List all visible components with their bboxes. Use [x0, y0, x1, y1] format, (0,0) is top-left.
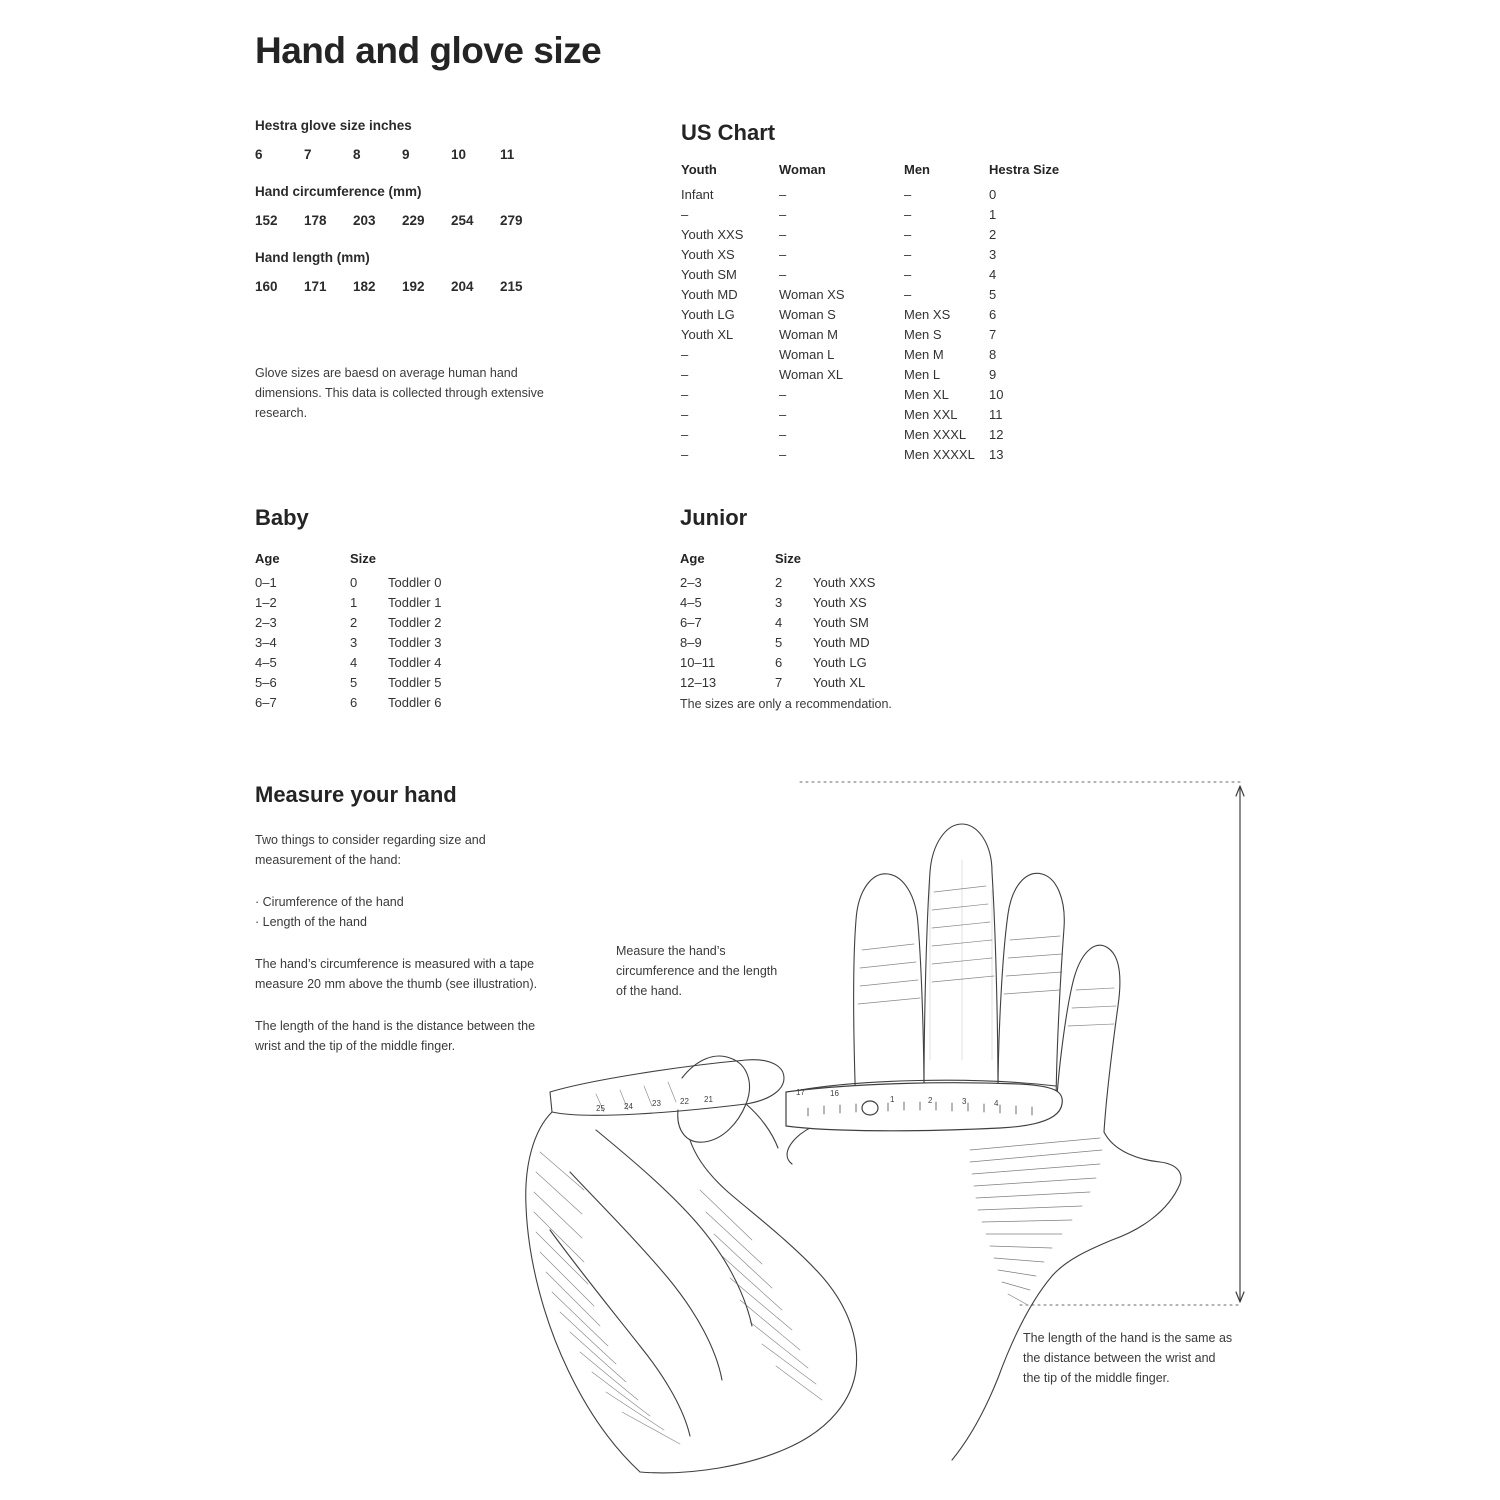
cell-youth: Infant: [681, 186, 714, 202]
baby-table: [255, 551, 508, 712]
cell-size: 5: [350, 674, 358, 690]
tape-number: 25: [596, 1104, 605, 1113]
baby-title: Baby: [255, 505, 309, 531]
table-row: [255, 612, 508, 632]
table-row: [255, 592, 508, 612]
cell-men: –: [904, 226, 912, 242]
cell-age: 5–6: [255, 674, 277, 690]
tape-number: 4: [994, 1099, 999, 1108]
cell-size: 2: [350, 614, 358, 630]
cell-size: 5: [775, 634, 783, 650]
cell-youth: –: [681, 386, 689, 402]
cell-men: Men XXXXL: [904, 446, 975, 462]
cell-size: 0: [350, 574, 358, 590]
tape-number: 1: [890, 1095, 895, 1104]
cell-size: 6: [350, 694, 358, 710]
cell-hestra-size: 5: [989, 286, 997, 302]
measure-circumference-text: The hand’s circumference is measured with a tape measure 20 mm above the thumb (see illustration).: [255, 957, 538, 991]
hand-circumference-value: 203: [353, 213, 376, 228]
column-header-size: Size: [775, 551, 802, 567]
table-row: [681, 224, 1079, 244]
column-header-age: Age: [680, 551, 705, 567]
tape-number: 23: [652, 1099, 661, 1108]
cell-men: –: [904, 266, 912, 282]
cell-age: 12–13: [680, 674, 717, 690]
cell-hestra-size: 9: [989, 366, 997, 382]
list-item: · Cirumference of the hand: [255, 895, 404, 909]
measure-title: Measure your hand: [255, 782, 457, 807]
cell-youth: –: [681, 366, 689, 382]
list-item: · Length of the hand: [255, 915, 367, 929]
cell-name: Youth SM: [813, 614, 869, 630]
hand-length-row: [255, 279, 655, 294]
table-row: [255, 572, 508, 592]
hand-length-value: 204: [451, 279, 474, 294]
table-row: [681, 364, 1079, 384]
column-header-size: Size: [350, 551, 377, 567]
cell-name: Toddler 0: [388, 574, 442, 590]
hand-illustration: [500, 760, 1270, 1480]
finger-shading: [858, 886, 1116, 1026]
page-title: Hand and glove size: [255, 30, 602, 71]
cell-name: Youth MD: [813, 634, 870, 650]
cell-name: Youth XL: [813, 674, 866, 690]
cell-woman: –: [779, 186, 787, 202]
cell-woman: Woman XL: [779, 366, 844, 382]
hand-circumference-value: 229: [402, 213, 425, 228]
cell-youth: –: [681, 206, 689, 222]
cell-size: 4: [350, 654, 358, 670]
cell-hestra-size: 3: [989, 246, 997, 262]
cell-woman: –: [779, 206, 787, 222]
table-row: [681, 444, 1079, 464]
table-row: [680, 572, 933, 592]
palm-hand-outline: [787, 824, 1181, 1460]
cell-woman: –: [779, 226, 787, 242]
hestra-inch-value: 6: [255, 147, 263, 162]
cell-men: Men L: [904, 366, 941, 382]
table-row: [681, 384, 1079, 404]
cell-name: Youth XXS: [813, 574, 876, 590]
cell-name: Youth XS: [813, 594, 867, 610]
column-header-name: [813, 551, 933, 572]
cell-men: –: [904, 206, 912, 222]
cell-woman: –: [779, 426, 787, 442]
cell-age: 2–3: [255, 614, 277, 630]
hestra-inch-value: 9: [402, 147, 410, 162]
hand-circumference-value: 279: [500, 213, 523, 228]
cell-woman: Woman M: [779, 326, 838, 342]
junior-note: The sizes are only a recommendation.: [680, 697, 892, 711]
cell-name: Toddler 1: [388, 594, 442, 610]
cell-men: –: [904, 246, 912, 262]
cell-size: 3: [350, 634, 358, 650]
cell-age: 2–3: [680, 574, 702, 590]
cell-hestra-size: 10: [989, 386, 1004, 402]
table-row: [255, 692, 508, 712]
hand-circumference-label: Hand circumference (mm): [255, 184, 422, 199]
illustration-note-right: The length of the hand is the same as the distance between the wrist and the tip of the middle finger.: [1023, 1331, 1233, 1385]
hand-circumference-row: [255, 213, 655, 228]
table-row: [255, 652, 508, 672]
hestra-inches-label: Hestra glove size inches: [255, 118, 412, 133]
cell-hestra-size: 1: [989, 206, 997, 222]
cell-men: Men XL: [904, 386, 949, 402]
hand-length-value: 192: [402, 279, 425, 294]
cell-woman: Woman L: [779, 346, 835, 362]
cell-men: Men XXL: [904, 406, 958, 422]
cell-hestra-size: 2: [989, 226, 997, 242]
baby-section: [255, 487, 508, 712]
cell-age: 6–7: [255, 694, 277, 710]
cell-name: Toddler 6: [388, 694, 442, 710]
hand-circumference-value: 152: [255, 213, 278, 228]
tape-number: 2: [928, 1096, 933, 1105]
cell-men: Men M: [904, 346, 944, 362]
junior-section: [680, 487, 933, 692]
cell-hestra-size: 12: [989, 426, 1004, 442]
tape-number: 17: [796, 1088, 805, 1097]
junior-title: Junior: [680, 505, 748, 531]
us-chart-table: [681, 162, 1079, 464]
table-row: [681, 324, 1079, 344]
cell-hestra-size: 11: [989, 406, 1003, 422]
column-header-hestra-size: Hestra Size: [989, 162, 1060, 177]
table-row: [681, 264, 1079, 284]
table-row: [680, 652, 933, 672]
hand-length-value: 215: [500, 279, 523, 294]
measuring-tape: [786, 1083, 1062, 1131]
hand-length-value: 182: [353, 279, 376, 294]
cell-size: 4: [775, 614, 783, 630]
table-row: [681, 184, 1079, 204]
tape-number: 3: [962, 1097, 967, 1106]
hand-length-label: Hand length (mm): [255, 250, 370, 265]
table-row: [680, 592, 933, 612]
table-row: [681, 284, 1079, 304]
hestra-inches-row: [255, 147, 655, 162]
cell-woman: –: [779, 406, 787, 422]
cell-size: 2: [775, 574, 783, 590]
column-header-youth: Youth: [681, 162, 717, 177]
cell-age: 1–2: [255, 594, 277, 610]
tape-number: 21: [704, 1095, 713, 1104]
cell-name: Toddler 3: [388, 634, 442, 650]
table-row: [681, 204, 1079, 224]
cell-men: Men S: [904, 326, 942, 342]
tape-number: 24: [624, 1102, 633, 1111]
hestra-inch-value: 11: [500, 147, 515, 162]
cell-woman: –: [779, 266, 787, 282]
cell-youth: –: [681, 446, 689, 462]
cell-woman: Woman S: [779, 306, 836, 322]
cell-age: 8–9: [680, 634, 702, 650]
cell-age: 0–1: [255, 574, 277, 590]
tape-number: 22: [680, 1097, 689, 1106]
cell-age: 4–5: [255, 654, 277, 670]
cell-age: 4–5: [680, 594, 702, 610]
cell-youth: Youth XS: [681, 246, 735, 262]
cell-name: Toddler 2: [388, 614, 442, 630]
cell-youth: Youth MD: [681, 286, 738, 302]
cell-name: Youth LG: [813, 654, 867, 670]
cell-hestra-size: 4: [989, 266, 997, 282]
table-row: [681, 424, 1079, 444]
table-row: [680, 612, 933, 632]
table-row: [680, 632, 933, 652]
cell-men: –: [904, 286, 912, 302]
cell-age: 3–4: [255, 634, 277, 650]
hestra-inch-value: 8: [353, 147, 361, 162]
table-row: [255, 672, 508, 692]
junior-table: [680, 551, 933, 692]
cell-woman: –: [779, 446, 787, 462]
cell-hestra-size: 13: [989, 446, 1004, 462]
measure-length-text: The length of the hand is the distance between the wrist and the tip of the middle finger.: [255, 1019, 536, 1053]
tape-number: 16: [830, 1089, 839, 1098]
illustration-note-left: Measure the hand’s circumference and the length of the hand.: [616, 944, 778, 998]
cell-woman: –: [779, 246, 787, 262]
table-row: [681, 344, 1079, 364]
dimension-guides: [800, 782, 1242, 1305]
measuring-hand-shading: [534, 1082, 822, 1444]
cell-size: 6: [775, 654, 783, 670]
glove-size-note: Glove sizes are baesd on average human hand dimensions. This data is collected through extensive research.: [255, 366, 544, 420]
hand-circumference-value: 254: [451, 213, 474, 228]
measure-intro: Two things to consider regarding size and measurement of the hand:: [255, 833, 486, 867]
cell-youth: –: [681, 406, 689, 422]
table-header-row: [680, 551, 933, 572]
cell-age: 10–11: [680, 654, 716, 670]
cell-name: Toddler 4: [388, 654, 442, 670]
cell-hestra-size: 0: [989, 186, 997, 202]
cell-name: Toddler 5: [388, 674, 442, 690]
cell-hestra-size: 8: [989, 346, 997, 362]
column-header-age: Age: [255, 551, 280, 567]
column-header-name: [388, 551, 508, 572]
cell-age: 6–7: [680, 614, 702, 630]
table-row: [255, 632, 508, 652]
cell-hestra-size: 7: [989, 326, 997, 342]
cell-men: Men XS: [904, 306, 951, 322]
hestra-inch-value: 7: [304, 147, 312, 162]
hand-length-value: 160: [255, 279, 278, 294]
cell-youth: Youth XXS: [681, 226, 744, 242]
hand-length-value: 171: [304, 279, 327, 294]
cell-woman: –: [779, 386, 787, 402]
table-row: [681, 244, 1079, 264]
cell-men: –: [904, 186, 912, 202]
us-chart-section: [681, 120, 1079, 464]
column-header-men: Men: [904, 162, 930, 177]
cell-men: Men XXXL: [904, 426, 967, 442]
cell-size: 1: [350, 594, 358, 610]
cell-youth: Youth LG: [681, 306, 735, 322]
column-header-woman: Woman: [779, 162, 826, 177]
cell-youth: Youth SM: [681, 266, 737, 282]
table-header-row: [681, 162, 1079, 184]
hestra-size-block: [255, 118, 655, 316]
cell-size: 3: [775, 594, 783, 610]
table-header-row: [255, 551, 508, 572]
dimension-arrow: [1236, 786, 1244, 1302]
us-chart-title: US Chart: [681, 120, 776, 145]
hestra-inch-value: 10: [451, 147, 467, 162]
cell-youth: –: [681, 346, 689, 362]
cell-woman: Woman XS: [779, 286, 845, 302]
cell-hestra-size: 6: [989, 306, 997, 322]
table-row: [681, 304, 1079, 324]
table-row: [681, 404, 1079, 424]
table-row: [680, 672, 933, 692]
cell-youth: –: [681, 426, 689, 442]
cell-size: 7: [775, 674, 783, 690]
hand-circumference-value: 178: [304, 213, 327, 228]
cell-youth: Youth XL: [681, 326, 734, 342]
